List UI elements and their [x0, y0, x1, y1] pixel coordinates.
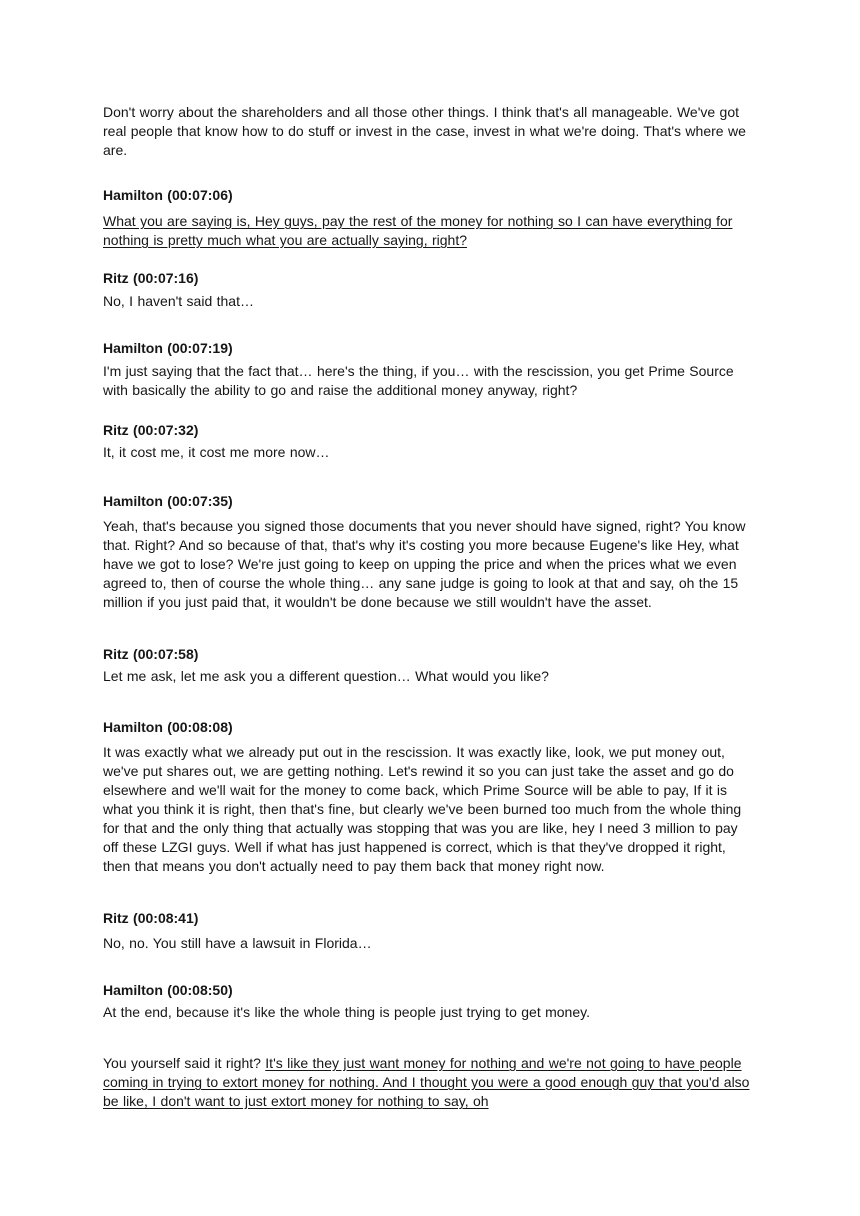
transcript-paragraph: No, no. You still have a lawsuit in Florida… — [103, 935, 372, 951]
speaker-heading-hamilton-000719: Hamilton (00:07:19) — [103, 340, 233, 356]
speaker-heading-hamilton-000706: Hamilton (00:07:06) — [103, 187, 233, 203]
closing-plain-text: You yourself said it right? — [103, 1055, 266, 1071]
transcript-paragraph: At the end, because it's like the whole thing is people just trying to get money. — [103, 1004, 590, 1020]
transcript-paragraph: Yeah, that's because you signed those documents that you never should have signed, right? You know that. Right? And so because of that, that's why it's costing you more because Eugene's like Hey, what have we got to lose? We're just going to keep on upping the price and when the prices what we even agreed to, then of course the whole thing… any sane judge is going to look at that and say, oh the 15 million if you just paid that, it wouldn't be done because we still wouldn't have the asset. — [103, 518, 746, 610]
intro-paragraph: Don't worry about the shareholders and all those other things. I think that's all manageable. We've got real people that know how to do stuff or invest in the case, invest in what we're doing. That's where we are. — [103, 104, 746, 158]
speaker-heading-hamilton-000735: Hamilton (00:07:35) — [103, 493, 233, 509]
speaker-heading-ritz-000841: Ritz (00:08:41) — [103, 910, 199, 926]
closing-underlined-text: It's like they just want money for nothing and we're not going to have people coming in trying to extort money for nothing. And I thought you were a good enough guy that you'd also be like, I don't want to just extort money for nothing to say, oh — [103, 1055, 750, 1109]
transcript-paragraph: It, it cost me, it cost me more now… — [103, 444, 330, 460]
speaker-heading-ritz-000716: Ritz (00:07:16) — [103, 270, 199, 286]
transcript-paragraph: It was exactly what we already put out in the rescission. It was exactly like, look, we put money out, we've put shares out, we are getting nothing. Let's rewind it so you can just take the asset and go do elsewhere and we'll wait for the money to come back, which Prime Source will be able to pay, If it is what you think it is right, then that's fine, but clearly we've been burned too much from the whole thing for that and the only thing that actually was stopping that was you are like, hey I need 3 million to pay off these LZGI guys. Well if what has just happened is correct, which is that they've dropped it right, then that means you don't actually need to pay them back that money right now. — [103, 744, 742, 874]
transcript-paragraph-underlined: What you are saying is, Hey guys, pay the rest of the money for nothing so I can have everything for nothing is pretty much what you are actually saying, right? — [103, 213, 733, 248]
speaker-heading-ritz-000732: Ritz (00:07:32) — [103, 422, 199, 438]
transcript-paragraph: No, I haven't said that… — [103, 293, 254, 309]
speaker-heading-hamilton-000850: Hamilton (00:08:50) — [103, 982, 233, 998]
speaker-heading-ritz-000758: Ritz (00:07:58) — [103, 646, 199, 662]
closing-paragraph — [103, 1054, 757, 1111]
transcript-paragraph: I'm just saying that the fact that… here's the thing, if you… with the rescission, you get Prime Source with basically the ability to go and raise the additional money anyway, right? — [103, 363, 734, 398]
speaker-heading-hamilton-000808: Hamilton (00:08:08) — [103, 719, 233, 735]
transcript-paragraph: Let me ask, let me ask you a different question… What would you like? — [103, 668, 549, 684]
